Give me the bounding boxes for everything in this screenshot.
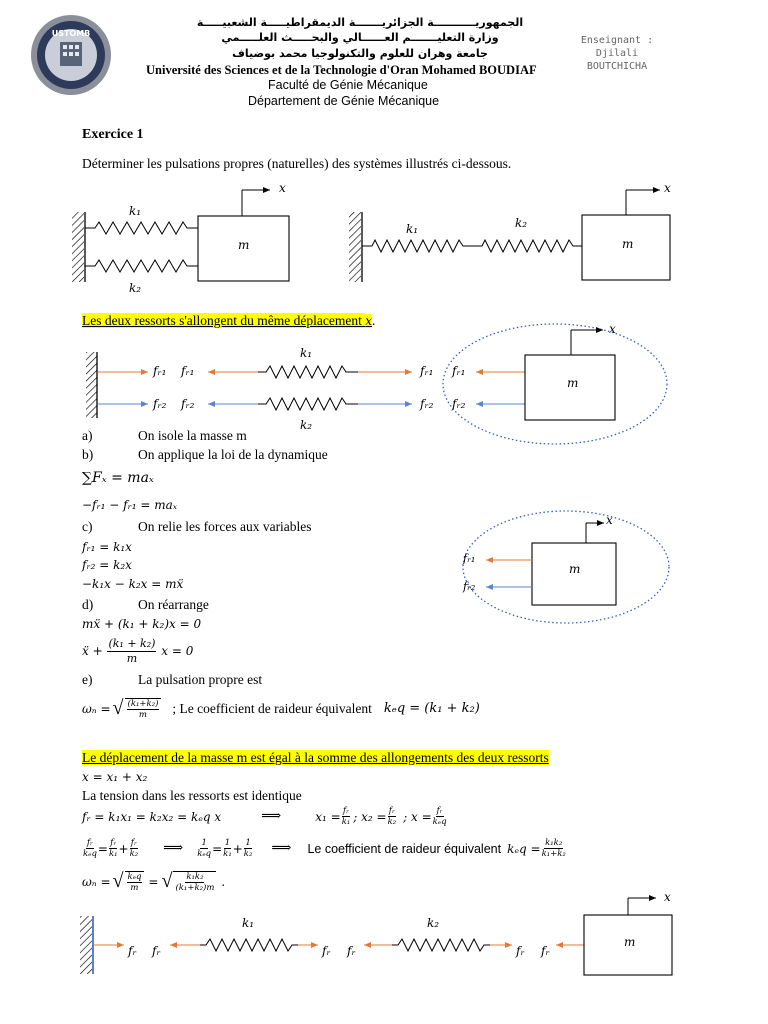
inv-keq-den: kₑq xyxy=(197,849,212,859)
step-a xyxy=(82,428,247,444)
step-b-letter: b) xyxy=(82,447,94,462)
eq-normalized-b: x = 0 xyxy=(161,644,194,658)
omega-prefix-1: ωₙ = xyxy=(82,701,111,716)
label-m-d3: m xyxy=(567,376,579,390)
omega-frac-2b xyxy=(173,871,216,893)
eq-x-lhs: ; x = xyxy=(403,809,432,824)
wall-2 xyxy=(349,212,361,282)
inv-k2-den: k₂ xyxy=(243,849,253,859)
label-m-d5: m xyxy=(624,935,636,949)
step-c xyxy=(82,519,312,535)
omega-num-1: (k₁+k₂) xyxy=(127,698,159,709)
label-m-d2: m xyxy=(622,237,634,251)
spring-k2-diagram2 xyxy=(472,240,582,252)
step-e-letter: e) xyxy=(82,672,93,687)
label-fr2-d3-c: fᵣ₂ xyxy=(420,397,434,411)
inv-k1-frac xyxy=(223,838,232,859)
step-b xyxy=(82,447,328,463)
eq-x-sum: x = x₁ + x₂ xyxy=(82,770,148,784)
t1-frac xyxy=(109,838,118,859)
inv-k1-num: 1 xyxy=(224,838,231,848)
label-x-d4: x xyxy=(606,513,613,527)
label-k1-d1: k₁ xyxy=(129,204,142,218)
label-x-d3: x xyxy=(609,322,616,336)
wall-1 xyxy=(72,212,84,282)
label-fr1-d3-c: fᵣ₁ xyxy=(420,364,434,378)
inv-k1-den: k₁ xyxy=(223,849,232,859)
step-a-letter: a) xyxy=(82,428,93,443)
sqrt-sign-1: √ xyxy=(112,697,124,719)
label-fr1-d3-d: fᵣ₁ xyxy=(452,364,466,378)
eq-x1-lhs: x₁ = xyxy=(315,809,341,824)
university-name: Université des Sciences et de la Technologie d'Oran Mohamed BOUDIAF xyxy=(146,63,537,77)
sqrt-sign-3: √ xyxy=(161,870,173,892)
x-den: kₑq xyxy=(432,817,447,827)
label-fr2-d3-b: fᵣ₂ xyxy=(181,397,195,411)
exercise-title: Exercice 1 xyxy=(82,127,144,142)
arabic-header-2: وزارة التعليـــــــم العــــــالي والبحـــــث العلـــــمي xyxy=(221,31,499,44)
label-fr1-d4: fᵣ₁ xyxy=(463,552,476,565)
eq-normalized xyxy=(82,637,193,666)
label-k1-d3: k₁ xyxy=(300,346,313,360)
eq-sign-2: = xyxy=(212,841,223,856)
label-fr-d5-3: fᵣ xyxy=(322,944,331,958)
label-fr2-d4: fᵣ₂ xyxy=(463,580,476,593)
keq-eq-1: kₑq = (k₁ + k₂) xyxy=(383,701,480,716)
step-a-text: On isole la masse m xyxy=(138,428,247,443)
omega-frac-1 xyxy=(125,698,162,720)
label-m-d4: m xyxy=(569,562,581,576)
spring-k1-diagram2 xyxy=(362,240,472,252)
plus-sign-2: + xyxy=(232,841,243,856)
t2-den: k₂ xyxy=(129,849,139,859)
eq-tension-line xyxy=(82,806,448,827)
keq-text-2: Le coefficient de raideur équivalent xyxy=(307,841,502,856)
diagram-isolated-mass xyxy=(463,511,669,623)
teacher-first-name: Djilali xyxy=(595,48,639,59)
exercise-statement: Déterminer les pulsations propres (naturelles) des systèmes illustrés ci-dessous. xyxy=(82,156,512,171)
inv-keq-num: 1 xyxy=(201,838,207,848)
implies-arrow-3: ⟹ xyxy=(271,841,292,856)
diagram-parallel-forces xyxy=(86,324,667,444)
logo-text: USTOMB xyxy=(51,29,91,38)
part2-heading-text: Le déplacement de la masse m est égal à la somme des allongements des deux ressorts xyxy=(82,750,549,765)
label-fr-d5-1: fᵣ xyxy=(128,944,137,958)
step-c-letter: c) xyxy=(82,519,93,534)
label-k2-d5: k₂ xyxy=(427,916,440,930)
diagram-parallel-springs xyxy=(72,190,289,282)
diagram-series-springs xyxy=(349,190,670,282)
eq-normalized-num: (k₁ + k₂) xyxy=(108,637,156,650)
teacher-label: Enseignant : xyxy=(580,35,654,46)
eq-sign-1: = xyxy=(97,841,108,856)
teacher-last-name: BOUTCHICHA xyxy=(586,61,648,72)
omega-den-2b: (k₁+k₂)m xyxy=(175,882,215,893)
x1-den: k₁ xyxy=(341,817,351,827)
x2-frac xyxy=(388,806,397,827)
eq-sign-3: = xyxy=(148,874,159,889)
tension-text: La tension dans les ressorts est identique xyxy=(82,788,302,803)
spring-k1-diagram1 xyxy=(85,222,198,234)
eq-normalized-den: m xyxy=(126,652,138,665)
eq-sum-forces: ∑Fₓ = maₓ xyxy=(82,470,154,486)
x2-num: fᵣ xyxy=(388,806,395,816)
omega-line-2 xyxy=(82,870,225,893)
label-fr2-d3-d: fᵣ₂ xyxy=(452,397,466,411)
label-k1-d2: k₁ xyxy=(406,222,419,236)
arabic-header-1: الجمهوريـــــــــــة الجزائريـــــــة الديمقراطيـــــة الشعبيـــــة xyxy=(196,16,524,29)
label-x-d1: x xyxy=(279,181,286,195)
spring-k1-diagram5 xyxy=(200,939,298,951)
eq-rearranged: mẍ + (k₁ + k₂)x = 0 xyxy=(82,617,202,631)
inv-keq-frac xyxy=(197,838,211,859)
lhs-frac xyxy=(83,838,97,859)
step-c-text: On relie les forces aux variables xyxy=(138,519,312,534)
omega-line-1 xyxy=(82,697,480,720)
step-b-text: On applique la loi de la dynamique xyxy=(138,447,328,462)
spring-k2-diagram1 xyxy=(85,260,198,272)
keq-lhs-2: kₑq = xyxy=(507,841,541,856)
omega-num-2a: kₑq xyxy=(127,871,142,882)
keq-den-2: k₁+k₂ xyxy=(541,849,566,859)
diagram-series-forces xyxy=(80,898,672,975)
label-k2-d2: k₂ xyxy=(515,216,528,230)
plus-sign-1: + xyxy=(118,841,129,856)
period: . xyxy=(221,874,226,889)
label-x-d2: x xyxy=(664,181,671,195)
label-k1-d5: k₁ xyxy=(242,916,255,930)
omega-den-2a: m xyxy=(130,882,139,893)
implies-arrow-2: ⟹ xyxy=(163,841,184,856)
x1-num: fᵣ xyxy=(342,806,350,816)
part1-heading-var: x xyxy=(365,314,373,328)
eq-fr2: fᵣ₂ = k₂x xyxy=(82,558,132,572)
label-fr2-d3-a: fᵣ₂ xyxy=(153,397,167,411)
keq-num-2: k₁k₂ xyxy=(545,838,563,848)
keq-text-1: ; Le coefficient de raideur équivalent xyxy=(172,700,372,716)
eq-tension: fᵣ = k₁x₁ = k₂x₂ = kₑq x xyxy=(82,809,222,824)
label-k2-d1: k₂ xyxy=(129,281,142,295)
step-d-letter: d) xyxy=(82,597,94,612)
eq-x2-lhs: ; x₂ = xyxy=(353,809,387,824)
omega-frac-2a xyxy=(125,871,145,893)
x-frac xyxy=(433,806,447,827)
eq-normalized-frac xyxy=(107,637,156,666)
omega-num-2b: k₁k₂ xyxy=(186,871,204,882)
step-e xyxy=(82,672,262,688)
faculty-name: Faculté de Génie Mécanique xyxy=(268,78,428,92)
omega-prefix-2: ωₙ = xyxy=(82,874,111,889)
part1-heading: Les deux ressorts s'allongent du même déplacement x. xyxy=(82,313,376,328)
spring-k1-diagram3 xyxy=(258,366,358,378)
sqrt-sign-2: √ xyxy=(112,870,124,892)
label-fr1-d3-b: fᵣ₁ xyxy=(181,364,195,378)
eq-newton: −fᵣ₁ − fᵣ₁ = maₓ xyxy=(82,498,178,512)
spring-k2-diagram3 xyxy=(258,398,358,410)
label-x-d5: x xyxy=(664,890,671,904)
keq-frac-2 xyxy=(542,838,566,859)
x2-den: k₂ xyxy=(387,817,397,827)
eq-motion: −k₁x − k₂x = mẍ xyxy=(82,577,184,591)
lhs-num: fᵣ xyxy=(86,838,93,848)
eq-normalized-a: ẍ + xyxy=(82,644,103,658)
t2-frac xyxy=(130,838,139,859)
step-e-text: La pulsation propre est xyxy=(138,672,263,687)
step-d-text: On réarrange xyxy=(138,597,209,612)
implies-arrow-1: ⟹ xyxy=(261,809,282,824)
omega-den-1: m xyxy=(138,709,147,720)
label-fr-d5-6: fᵣ xyxy=(541,944,550,958)
inv-k2-frac xyxy=(244,838,253,859)
part1-heading-text: Les deux ressorts s'allongent du même déplacement xyxy=(82,313,362,328)
step-d xyxy=(82,597,209,613)
label-m-d1: m xyxy=(238,238,250,252)
label-fr-d5-4: fᵣ xyxy=(347,944,356,958)
label-fr-d5-2: fᵣ xyxy=(152,944,161,958)
department-name: Département de Génie Mécanique xyxy=(248,94,440,108)
part2-heading xyxy=(82,750,549,766)
spring-k2-diagram5 xyxy=(392,939,490,951)
t2-num: fᵣ xyxy=(130,838,137,848)
arabic-header-3: جامعة وهران للعلوم والتكنولوجيا محمد بوضياف xyxy=(232,47,488,60)
t1-num: fᵣ xyxy=(110,838,117,848)
x1-frac xyxy=(342,806,351,827)
eq-fr1: fᵣ₁ = k₁x xyxy=(82,540,132,554)
label-fr1-d3-a: fᵣ₁ xyxy=(153,364,167,378)
lhs-den: kₑq xyxy=(83,849,97,859)
label-fr-d5-5: fᵣ xyxy=(516,944,525,958)
label-k2-d3: k₂ xyxy=(300,418,313,432)
inv-k2-num: 1 xyxy=(245,838,251,848)
eq-keq-derivation xyxy=(82,838,567,859)
t1-den: k₁ xyxy=(108,849,118,859)
x-num: fᵣ xyxy=(436,806,443,816)
